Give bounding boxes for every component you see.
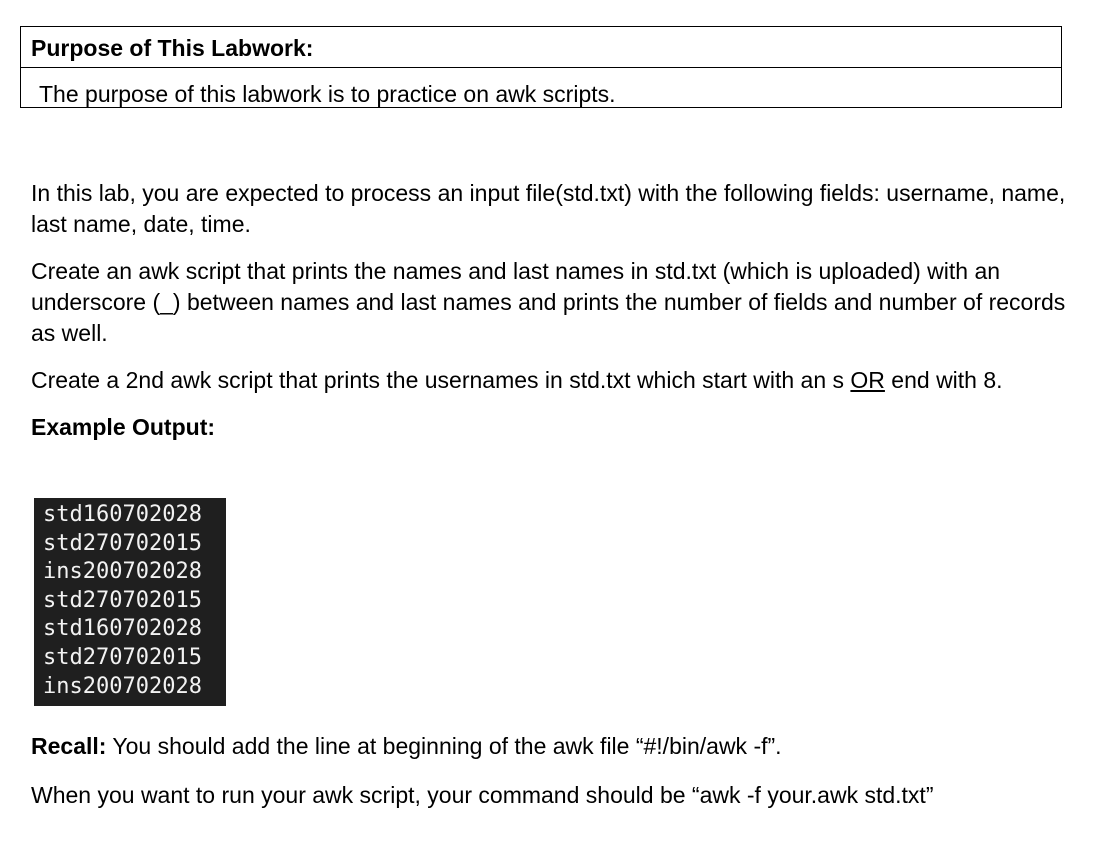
terminal-line: std160702028 bbox=[43, 616, 202, 642]
instructions bbox=[31, 178, 1081, 461]
run-command-paragraph: When you want to run your awk script, your command should be “awk -f your.awk std.txt” bbox=[31, 782, 934, 808]
example-output-heading: Example Output: bbox=[31, 414, 216, 440]
terminal-line: std270702015 bbox=[43, 587, 202, 613]
example-output-terminal bbox=[34, 498, 226, 706]
recall-label: Recall: bbox=[31, 733, 107, 759]
recall-text: You should add the line at beginning of the awk file “#!/bin/awk -f”. bbox=[106, 733, 782, 759]
terminal-line: ins200702028 bbox=[43, 673, 202, 699]
task-two-paragraph bbox=[31, 365, 1081, 396]
terminal-line: std270702015 bbox=[43, 530, 202, 556]
recall-paragraph bbox=[31, 731, 1081, 762]
terminal-line: ins200702028 bbox=[43, 559, 202, 585]
intro-paragraph: In this lab, you are expected to process an input file(std.txt) with the following fields: username, name, last name, date, time. bbox=[31, 180, 1066, 237]
task-one-paragraph: Create an awk script that prints the names and last names in std.txt (which is uploaded) with an underscore (_) between names and last names and prints the number of fields and number of records as well. bbox=[31, 258, 1066, 346]
purpose-text: The purpose of this labwork is to practice on awk scripts. bbox=[39, 81, 616, 107]
purpose-box bbox=[20, 26, 1062, 108]
task-two-end: end with 8. bbox=[884, 367, 1003, 393]
task-two-or: OR bbox=[850, 367, 885, 393]
terminal-line: std160702028 bbox=[43, 502, 202, 527]
purpose-divider bbox=[21, 67, 1061, 68]
purpose-title: Purpose of This Labwork: bbox=[31, 35, 314, 61]
recall-section bbox=[31, 731, 1081, 829]
task-two-start: Create a 2nd awk script that prints the usernames in std.txt which start with an s bbox=[31, 367, 851, 393]
terminal-line: std270702015 bbox=[43, 644, 202, 670]
